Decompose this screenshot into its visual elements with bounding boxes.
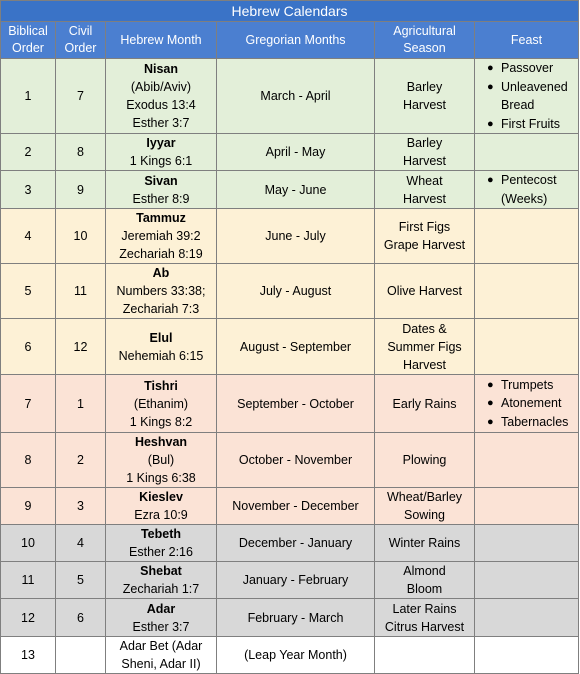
month-detail: 1 Kings 6:38 xyxy=(126,471,196,485)
month-detail: 1 Kings 6:1 xyxy=(129,154,193,168)
agricultural-season-cell xyxy=(375,488,475,525)
season-line: Harvest xyxy=(402,191,447,206)
header-biblical-line2: Order xyxy=(12,41,44,55)
table-row xyxy=(1,134,579,171)
table-title: Hebrew Calendars xyxy=(1,1,579,22)
feast-cell xyxy=(475,637,579,674)
feast-cell xyxy=(475,525,579,562)
feast-list xyxy=(477,59,576,133)
header-feast: Feast xyxy=(475,22,579,59)
civil-order-cell xyxy=(56,637,106,674)
agricultural-season-cell xyxy=(375,264,475,319)
hebrew-month-cell xyxy=(106,264,217,319)
season-line: Wheat/Barley xyxy=(386,490,463,504)
agricultural-season-cell xyxy=(375,599,475,637)
month-detail: Esther 3:7 xyxy=(132,619,190,634)
civil-order-cell: 4 xyxy=(56,525,106,562)
month-detail: Numbers 33:38; xyxy=(116,284,206,298)
civil-order-cell: 2 xyxy=(56,433,106,488)
agricultural-season-cell xyxy=(375,637,475,674)
season-line: Olive Harvest xyxy=(386,284,463,298)
biblical-order-cell: 12 xyxy=(1,599,56,637)
biblical-order-cell: 7 xyxy=(1,375,56,433)
table-row xyxy=(1,171,579,209)
gregorian-months-cell: February - March xyxy=(217,599,375,637)
season-line: Harvest xyxy=(402,357,447,372)
biblical-order-cell: 11 xyxy=(1,562,56,599)
month-detail: 1 Kings 8:2 xyxy=(129,414,193,429)
header-biblical-line1: Biblical xyxy=(8,24,48,38)
bullet-icon: ● xyxy=(487,117,494,130)
header-agricultural-season xyxy=(375,22,475,59)
biblical-order-cell: 2 xyxy=(1,134,56,171)
bullet-icon: ● xyxy=(487,378,494,391)
gregorian-months-cell: (Leap Year Month) xyxy=(217,637,375,674)
hebrew-month-cell xyxy=(106,319,217,375)
feast-cell xyxy=(475,59,579,134)
header-season-line1: Agricultural xyxy=(393,24,456,38)
month-detail: Ezra 10:9 xyxy=(134,508,188,522)
biblical-order-cell: 9 xyxy=(1,488,56,525)
civil-order-cell: 3 xyxy=(56,488,106,525)
month-detail: (Bul) xyxy=(147,453,175,467)
gregorian-months-cell: July - August xyxy=(217,264,375,319)
table-row xyxy=(1,637,579,674)
biblical-order-cell: 1 xyxy=(1,59,56,134)
gregorian-months-cell: August - September xyxy=(217,319,375,375)
gregorian-months-cell: December - January xyxy=(217,525,375,562)
civil-order-cell: 10 xyxy=(56,209,106,264)
month-detail: (Abib/Aviv) xyxy=(130,80,192,94)
agricultural-season-cell xyxy=(375,319,475,375)
gregorian-months-cell: October - November xyxy=(217,433,375,488)
hebrew-month-cell xyxy=(106,525,217,562)
feast-cell xyxy=(475,134,579,171)
civil-order-cell: 7 xyxy=(56,59,106,134)
feast-cell xyxy=(475,319,579,375)
table-row xyxy=(1,59,579,134)
season-line: Winter Rains xyxy=(388,536,461,550)
feast-name: Passover xyxy=(501,61,554,75)
hebrew-month-cell xyxy=(106,59,217,134)
header-hebrew-month: Hebrew Month xyxy=(106,22,217,59)
month-detail: Sheni, Adar II) xyxy=(121,657,201,671)
feast-item xyxy=(487,413,576,432)
feast-cell xyxy=(475,264,579,319)
gregorian-months-cell: November - December xyxy=(217,488,375,525)
table-row xyxy=(1,433,579,488)
biblical-order-cell: 6 xyxy=(1,319,56,375)
header-row xyxy=(1,22,579,59)
season-line: Grape Harvest xyxy=(383,238,466,252)
feast-item xyxy=(487,171,576,190)
gregorian-months-cell: March - April xyxy=(217,59,375,134)
table-row xyxy=(1,264,579,319)
hebrew-month-cell xyxy=(106,209,217,264)
biblical-order-cell: 10 xyxy=(1,525,56,562)
hebrew-month-cell xyxy=(106,562,217,599)
month-name: Tebeth xyxy=(140,527,182,541)
table-body xyxy=(1,59,579,674)
month-name: Elul xyxy=(149,330,173,345)
agricultural-season-cell xyxy=(375,134,475,171)
month-name: Iyyar xyxy=(146,136,176,150)
civil-order-cell: 6 xyxy=(56,599,106,637)
biblical-order-cell: 13 xyxy=(1,637,56,674)
feast-name: Bread xyxy=(501,98,535,112)
civil-order-cell: 11 xyxy=(56,264,106,319)
agricultural-season-cell xyxy=(375,433,475,488)
season-line: Citrus Harvest xyxy=(384,619,465,634)
month-name: Nisan xyxy=(143,62,179,76)
hebrew-month-cell xyxy=(106,599,217,637)
hebrew-month-cell xyxy=(106,171,217,209)
feast-name: (Weeks) xyxy=(501,191,548,206)
season-line: Bloom xyxy=(406,582,443,596)
feast-item xyxy=(487,115,576,134)
feast-name: Unleavened xyxy=(501,79,568,94)
civil-order-cell: 1 xyxy=(56,375,106,433)
feast-item xyxy=(487,190,576,209)
feast-item xyxy=(487,96,576,115)
month-detail: Adar Bet (Adar xyxy=(119,639,203,653)
header-season-line2: Season xyxy=(403,41,446,55)
header-civil-line2: Order xyxy=(64,41,97,55)
civil-order-cell: 9 xyxy=(56,171,106,209)
header-gregorian-months: Gregorian Months xyxy=(217,22,375,59)
header-biblical-order xyxy=(1,22,56,59)
table-row xyxy=(1,319,579,375)
season-line: Harvest xyxy=(402,154,447,168)
month-name: Adar xyxy=(146,601,176,616)
hebrew-month-cell xyxy=(106,488,217,525)
feast-item xyxy=(487,59,576,78)
agricultural-season-cell xyxy=(375,525,475,562)
feast-cell xyxy=(475,488,579,525)
month-detail: Zechariah 1:7 xyxy=(122,582,200,596)
header-civil-order xyxy=(56,22,106,59)
feast-list xyxy=(477,376,576,432)
season-line: Harvest xyxy=(402,98,447,112)
month-name: Tammuz xyxy=(136,211,186,225)
feast-name: First Fruits xyxy=(501,116,561,131)
month-detail: Esther 2:16 xyxy=(129,545,193,559)
bullet-icon: ● xyxy=(487,397,494,410)
biblical-order-cell: 8 xyxy=(1,433,56,488)
table-row xyxy=(1,562,579,599)
bullet-icon: ● xyxy=(487,62,494,74)
agricultural-season-cell xyxy=(375,171,475,209)
bullet-icon: ● xyxy=(487,80,494,93)
season-line: Sowing xyxy=(404,508,445,522)
month-name: Ab xyxy=(152,266,170,280)
gregorian-months-cell: April - May xyxy=(217,134,375,171)
month-detail: Zechariah 8:19 xyxy=(119,247,203,261)
month-detail: Exodus 13:4 xyxy=(126,98,196,112)
feast-name: Trumpets xyxy=(501,377,554,392)
hebrew-month-cell xyxy=(106,433,217,488)
header-civil-line1: Civil xyxy=(68,24,93,38)
month-detail: Nehemiah 6:15 xyxy=(118,348,204,363)
season-line: First Figs xyxy=(398,220,451,234)
civil-order-cell: 12 xyxy=(56,319,106,375)
season-line: Almond xyxy=(403,564,446,578)
table-row xyxy=(1,209,579,264)
hebrew-month-cell xyxy=(106,375,217,433)
feast-cell xyxy=(475,171,579,209)
month-name: Sivan xyxy=(144,173,178,188)
season-line: Summer Figs xyxy=(387,339,462,354)
feast-cell xyxy=(475,433,579,488)
season-line: Later Rains xyxy=(392,601,457,616)
civil-order-cell: 8 xyxy=(56,134,106,171)
season-line: Barley xyxy=(406,136,443,150)
gregorian-months-cell: May - June xyxy=(217,171,375,209)
feast-name: Atonement xyxy=(501,396,562,411)
month-name: Heshvan xyxy=(134,435,188,449)
table-row xyxy=(1,488,579,525)
month-detail: Jeremiah 39:2 xyxy=(121,229,201,243)
agricultural-season-cell xyxy=(375,209,475,264)
feast-list xyxy=(477,171,576,208)
feast-item xyxy=(487,78,576,97)
feast-name: Tabernacles xyxy=(501,414,569,429)
table-row xyxy=(1,375,579,433)
feast-cell xyxy=(475,562,579,599)
month-detail: Esther 8:9 xyxy=(132,191,190,206)
gregorian-months-cell: January - February xyxy=(217,562,375,599)
month-name: Tishri xyxy=(144,378,178,393)
hebrew-month-cell xyxy=(106,134,217,171)
civil-order-cell: 5 xyxy=(56,562,106,599)
season-line: Dates & xyxy=(402,321,447,336)
feast-item xyxy=(487,394,576,413)
agricultural-season-cell xyxy=(375,562,475,599)
gregorian-months-cell: June - July xyxy=(217,209,375,264)
season-line: Barley xyxy=(406,80,443,94)
biblical-order-cell: 5 xyxy=(1,264,56,319)
month-detail: Zechariah 7:3 xyxy=(122,302,200,316)
table-row xyxy=(1,599,579,637)
agricultural-season-cell xyxy=(375,375,475,433)
table-row xyxy=(1,525,579,562)
feast-item xyxy=(487,376,576,395)
season-line: Wheat xyxy=(406,173,443,188)
bullet-icon: ● xyxy=(487,174,494,186)
season-line: Plowing xyxy=(402,453,447,467)
feast-cell xyxy=(475,375,579,433)
feast-cell xyxy=(475,599,579,637)
biblical-order-cell: 3 xyxy=(1,171,56,209)
agricultural-season-cell xyxy=(375,59,475,134)
month-name: Shebat xyxy=(140,564,182,578)
month-detail: (Ethanim) xyxy=(133,396,189,411)
bullet-icon: ● xyxy=(487,415,494,428)
feast-cell xyxy=(475,209,579,264)
month-name: Kieslev xyxy=(139,490,183,504)
season-line: Early Rains xyxy=(392,396,457,411)
hebrew-month-cell xyxy=(106,637,217,674)
biblical-order-cell: 4 xyxy=(1,209,56,264)
month-detail: Esther 3:7 xyxy=(132,116,190,130)
feast-name: Pentecost xyxy=(501,173,557,187)
gregorian-months-cell: September - October xyxy=(217,375,375,433)
